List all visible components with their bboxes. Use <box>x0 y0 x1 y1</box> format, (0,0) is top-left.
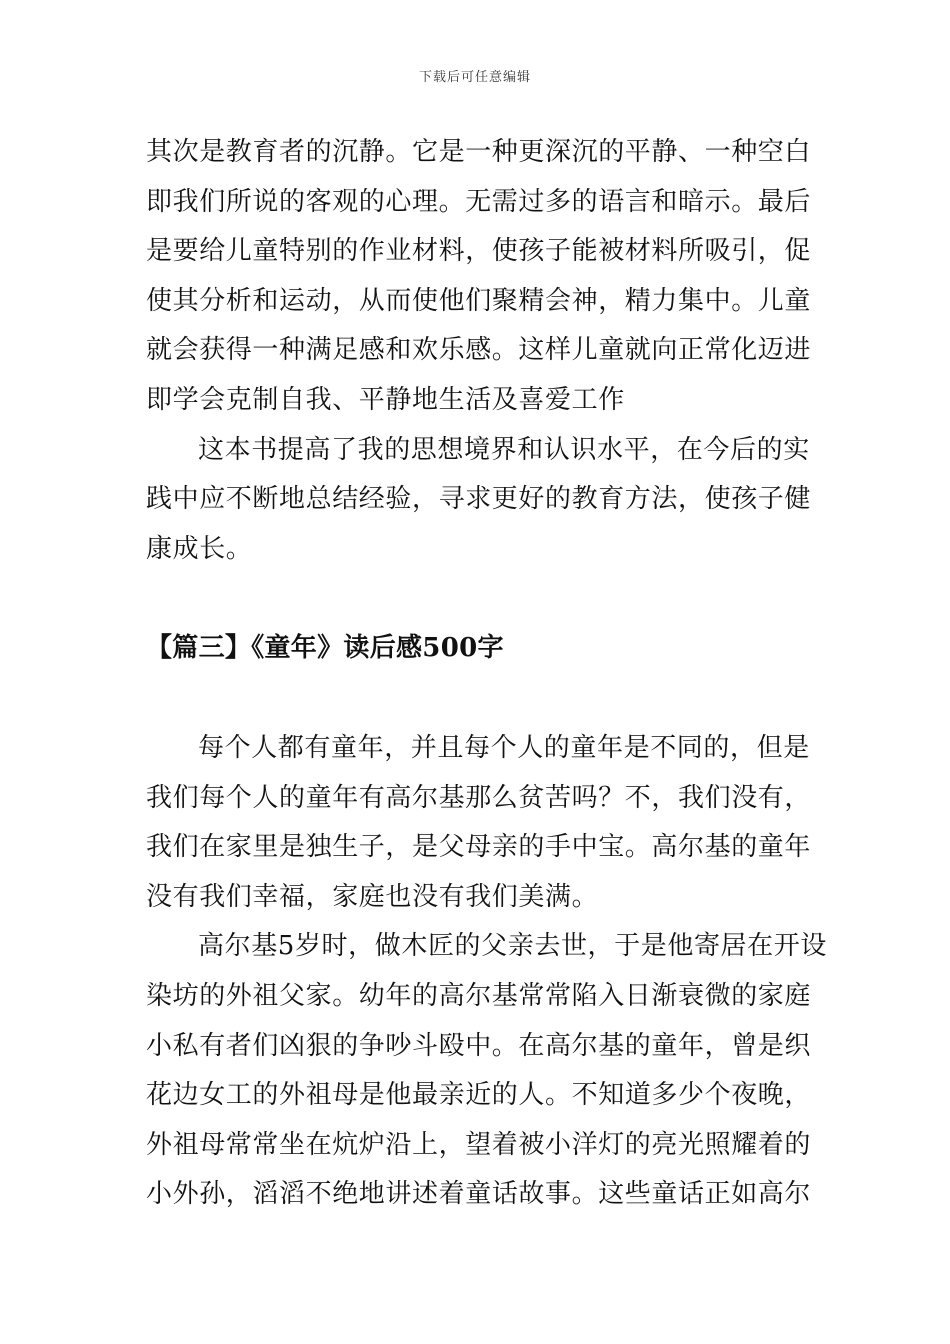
text-line: 就会获得一种满足感和欢乐感。这样儿童就向正常化迈进 <box>146 335 812 366</box>
paragraph-gorky-story <box>146 922 827 1220</box>
paragraph-conclusion <box>146 426 816 575</box>
text-line: 我们每个人的童年有高尔基那么贫苦吗？不，我们没有， <box>146 782 812 813</box>
paragraph-childhood-intro <box>146 724 816 922</box>
header-note: 下载后可任意编辑 <box>418 70 531 85</box>
spacer <box>146 674 816 724</box>
document-body <box>146 128 827 1220</box>
text-line: 康成长。 <box>146 533 253 564</box>
text-line: 其次是教育者的沉静。它是一种更深沉的平静、一种空白 <box>146 137 812 167</box>
chapter-title: 【篇三】《童年》读后感500字 <box>146 633 504 664</box>
text-line: 是要给儿童特别的作业材料，使孩子能被材料所吸引，促 <box>146 236 812 267</box>
text-line: 即学会克制自我、平静地生活及喜爱工作 <box>146 384 625 415</box>
text-line: 小外孙，滔滔不绝地讲述着童话故事。这些童话正如高尔 <box>146 1179 812 1210</box>
text-line: 花边女工的外祖母是他最亲近的人。不知道多少个夜晚， <box>146 1080 812 1111</box>
text-line: 小私有者们凶狠的争吵斗殴中。在高尔基的童年，曾是织 <box>146 1030 812 1061</box>
text-line: 每个人都有童年，并且每个人的童年是不同的，但是 <box>198 732 810 763</box>
text-line: 这本书提高了我的思想境界和认识水平，在今后的实 <box>198 434 810 465</box>
text-line: 即我们所说的客观的心理。无需过多的语言和暗示。最后 <box>146 186 812 217</box>
text-line: 没有我们幸福，家庭也没有我们美满。 <box>146 881 599 912</box>
text-line: 染坊的外祖父家。幼年的高尔基常常陷入日渐衰微的家庭 <box>146 980 812 1011</box>
text-line: 使其分析和运动，从而使他们聚精会神，精力集中。儿童 <box>146 285 812 316</box>
text-line: 我们在家里是独生子，是父母亲的手中宝。高尔基的童年 <box>146 832 812 863</box>
paragraph-calmness <box>146 128 816 426</box>
text-line: 践中应不断地总结经验，寻求更好的教育方法，使孩子健 <box>146 484 812 515</box>
spacer <box>146 574 816 624</box>
text-line: 外祖母常常坐在炕炉沿上，望着被小洋灯的亮光照耀着的 <box>146 1129 812 1160</box>
text-line: 高尔基5岁时，做木匠的父亲去世，于是他寄居在开设 <box>198 931 827 962</box>
